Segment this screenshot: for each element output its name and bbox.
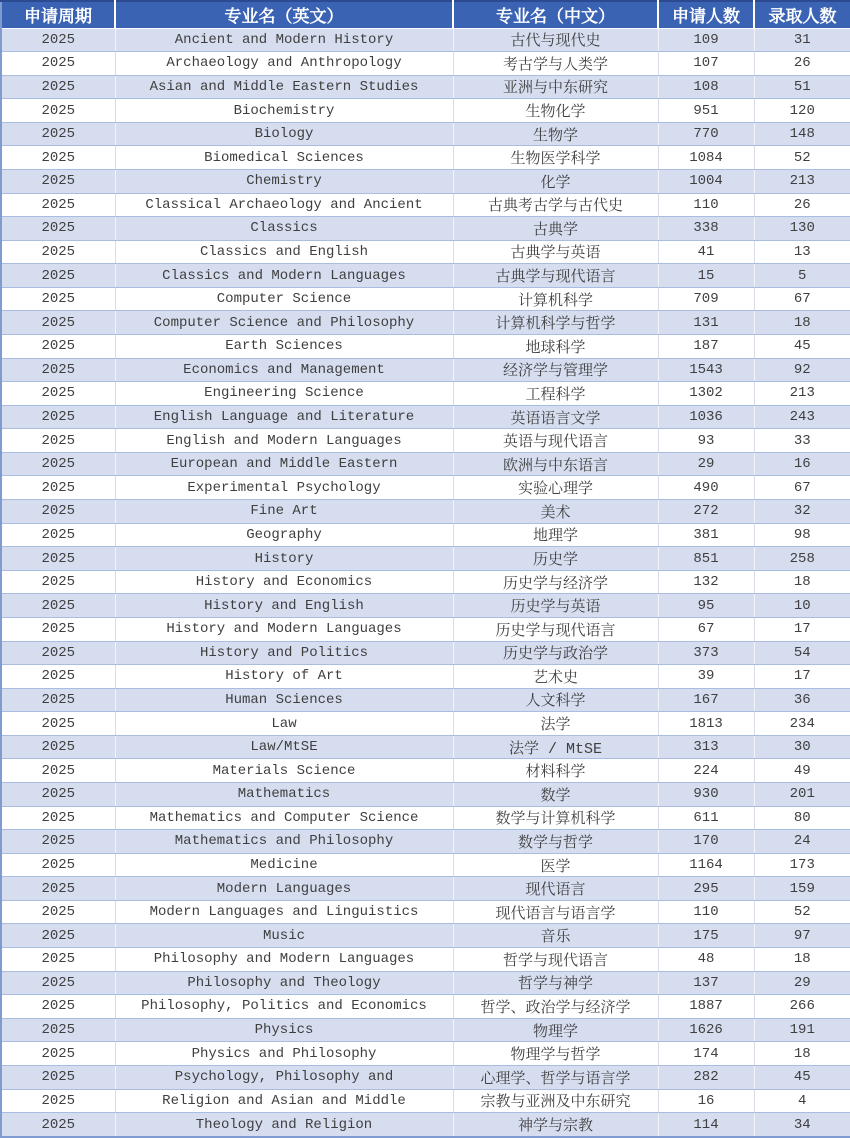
table-row [1, 523, 850, 547]
cell-applicants: 16 [658, 1089, 754, 1113]
cell-admitted: 34 [754, 1113, 850, 1137]
cell-major_zh: 生物医学科学 [453, 146, 658, 170]
table-header [1, 1, 850, 28]
cell-cycle: 2025 [1, 28, 115, 52]
cell-major_zh: 生物化学 [453, 99, 658, 123]
cell-admitted: 266 [754, 995, 850, 1019]
cell-major_zh: 地理学 [453, 523, 658, 547]
cell-admitted: 97 [754, 924, 850, 948]
cell-admitted: 4 [754, 1089, 850, 1113]
table-body [1, 28, 850, 1137]
cell-major_zh: 数学与计算机科学 [453, 806, 658, 830]
cell-cycle: 2025 [1, 877, 115, 901]
table-row [1, 75, 850, 99]
cell-major_en: Medicine [115, 853, 453, 877]
cell-major_zh: 古代与现代史 [453, 28, 658, 52]
cell-major_zh: 英语与现代语言 [453, 429, 658, 453]
table-row [1, 1042, 850, 1066]
cell-major_en: Asian and Middle Eastern Studies [115, 75, 453, 99]
cell-cycle: 2025 [1, 1065, 115, 1089]
cell-admitted: 33 [754, 429, 850, 453]
cell-cycle: 2025 [1, 712, 115, 736]
cell-admitted: 18 [754, 1042, 850, 1066]
cell-major_zh: 法学 / MtSE [453, 735, 658, 759]
cell-cycle: 2025 [1, 146, 115, 170]
cell-cycle: 2025 [1, 405, 115, 429]
cell-cycle: 2025 [1, 665, 115, 689]
cell-admitted: 45 [754, 1065, 850, 1089]
cell-applicants: 110 [658, 900, 754, 924]
cell-applicants: 108 [658, 75, 754, 99]
table-row [1, 1113, 850, 1137]
cell-major_en: History [115, 547, 453, 571]
cell-major_en: Philosophy, Politics and Economics [115, 995, 453, 1019]
cell-admitted: 36 [754, 688, 850, 712]
cell-major_zh: 历史学 [453, 547, 658, 571]
cell-major_zh: 人文科学 [453, 688, 658, 712]
table-row [1, 783, 850, 807]
cell-major_zh: 地球科学 [453, 335, 658, 359]
cell-cycle: 2025 [1, 193, 115, 217]
cell-cycle: 2025 [1, 853, 115, 877]
cell-applicants: 167 [658, 688, 754, 712]
cell-applicants: 107 [658, 52, 754, 76]
cell-applicants: 15 [658, 264, 754, 288]
cell-cycle: 2025 [1, 1042, 115, 1066]
cell-applicants: 170 [658, 830, 754, 854]
cell-major_en: Biomedical Sciences [115, 146, 453, 170]
cell-major_en: Mathematics and Computer Science [115, 806, 453, 830]
cell-admitted: 159 [754, 877, 850, 901]
cell-major_en: Physics [115, 1018, 453, 1042]
cell-major_zh: 历史学与经济学 [453, 570, 658, 594]
cell-major_zh: 物理学与哲学 [453, 1042, 658, 1066]
table-row [1, 665, 850, 689]
cell-cycle: 2025 [1, 169, 115, 193]
cell-major_zh: 宗教与亚洲及中东研究 [453, 1089, 658, 1113]
cell-major_zh: 古典考古学与古代史 [453, 193, 658, 217]
table-row [1, 759, 850, 783]
cell-admitted: 18 [754, 948, 850, 972]
table-row [1, 122, 850, 146]
cell-cycle: 2025 [1, 523, 115, 547]
cell-major_zh: 数学 [453, 783, 658, 807]
cell-major_zh: 古典学与英语 [453, 240, 658, 264]
cell-major_en: Computer Science and Philosophy [115, 311, 453, 335]
cell-major_en: Experimental Psychology [115, 476, 453, 500]
cell-cycle: 2025 [1, 52, 115, 76]
cell-major_en: Materials Science [115, 759, 453, 783]
cell-major_en: Psychology, Philosophy and [115, 1065, 453, 1089]
cell-admitted: 5 [754, 264, 850, 288]
cell-admitted: 18 [754, 311, 850, 335]
cell-applicants: 1084 [658, 146, 754, 170]
cell-admitted: 213 [754, 382, 850, 406]
cell-major_en: Engineering Science [115, 382, 453, 406]
cell-applicants: 295 [658, 877, 754, 901]
cell-major_zh: 历史学与英语 [453, 594, 658, 618]
cell-cycle: 2025 [1, 688, 115, 712]
cell-cycle: 2025 [1, 335, 115, 359]
cell-admitted: 148 [754, 122, 850, 146]
cell-cycle: 2025 [1, 806, 115, 830]
table-row [1, 311, 850, 335]
cell-applicants: 1004 [658, 169, 754, 193]
cell-major_zh: 物理学 [453, 1018, 658, 1042]
cell-major_en: Law/MtSE [115, 735, 453, 759]
cell-major_zh: 数学与哲学 [453, 830, 658, 854]
table-row [1, 335, 850, 359]
cell-cycle: 2025 [1, 948, 115, 972]
cell-admitted: 30 [754, 735, 850, 759]
cell-applicants: 1036 [658, 405, 754, 429]
cell-major_en: History of Art [115, 665, 453, 689]
cell-major_zh: 考古学与人类学 [453, 52, 658, 76]
cell-cycle: 2025 [1, 264, 115, 288]
table-row [1, 688, 850, 712]
cell-admitted: 29 [754, 971, 850, 995]
cell-major_zh: 现代语言 [453, 877, 658, 901]
cell-cycle: 2025 [1, 830, 115, 854]
cell-admitted: 52 [754, 900, 850, 924]
cell-major_en: English and Modern Languages [115, 429, 453, 453]
cell-cycle: 2025 [1, 429, 115, 453]
cell-major_en: English Language and Literature [115, 405, 453, 429]
table-row [1, 382, 850, 406]
cell-major_en: European and Middle Eastern [115, 452, 453, 476]
table-row [1, 287, 850, 311]
column-header-applicants: 申请人数 [658, 1, 754, 28]
cell-admitted: 31 [754, 28, 850, 52]
table-row [1, 28, 850, 52]
table-row [1, 1018, 850, 1042]
cell-major_en: Philosophy and Theology [115, 971, 453, 995]
cell-applicants: 39 [658, 665, 754, 689]
table-row [1, 806, 850, 830]
table-row [1, 169, 850, 193]
cell-cycle: 2025 [1, 924, 115, 948]
cell-cycle: 2025 [1, 382, 115, 406]
cell-admitted: 234 [754, 712, 850, 736]
cell-major_zh: 音乐 [453, 924, 658, 948]
column-header-cycle: 申请周期 [1, 1, 115, 28]
cell-applicants: 1813 [658, 712, 754, 736]
cell-cycle: 2025 [1, 617, 115, 641]
cell-admitted: 52 [754, 146, 850, 170]
cell-cycle: 2025 [1, 1113, 115, 1137]
cell-major_zh: 经济学与管理学 [453, 358, 658, 382]
cell-major_en: Geography [115, 523, 453, 547]
cell-major_zh: 古典学与现代语言 [453, 264, 658, 288]
cell-cycle: 2025 [1, 1018, 115, 1042]
cell-applicants: 29 [658, 452, 754, 476]
table-row [1, 476, 850, 500]
cell-applicants: 1626 [658, 1018, 754, 1042]
cell-admitted: 26 [754, 52, 850, 76]
table-row [1, 405, 850, 429]
cell-cycle: 2025 [1, 122, 115, 146]
cell-major_en: Classics and English [115, 240, 453, 264]
cell-applicants: 175 [658, 924, 754, 948]
cell-major_en: Classical Archaeology and Ancient [115, 193, 453, 217]
table-row [1, 830, 850, 854]
cell-admitted: 92 [754, 358, 850, 382]
cell-admitted: 201 [754, 783, 850, 807]
cell-admitted: 51 [754, 75, 850, 99]
cell-cycle: 2025 [1, 995, 115, 1019]
cell-major_zh: 现代语言与语言学 [453, 900, 658, 924]
table-row [1, 429, 850, 453]
cell-major_en: Biochemistry [115, 99, 453, 123]
cell-major_zh: 美术 [453, 500, 658, 524]
cell-admitted: 13 [754, 240, 850, 264]
table-row [1, 146, 850, 170]
cell-major_zh: 欧洲与中东语言 [453, 452, 658, 476]
cell-applicants: 132 [658, 570, 754, 594]
cell-admitted: 49 [754, 759, 850, 783]
table-row [1, 948, 850, 972]
cell-major_en: Modern Languages and Linguistics [115, 900, 453, 924]
cell-major_en: Human Sciences [115, 688, 453, 712]
cell-admitted: 243 [754, 405, 850, 429]
table-row [1, 594, 850, 618]
cell-applicants: 313 [658, 735, 754, 759]
cell-major_zh: 古典学 [453, 217, 658, 241]
cell-applicants: 951 [658, 99, 754, 123]
cell-applicants: 272 [658, 500, 754, 524]
table-row [1, 995, 850, 1019]
cell-admitted: 54 [754, 641, 850, 665]
cell-admitted: 17 [754, 665, 850, 689]
table-row [1, 924, 850, 948]
cell-cycle: 2025 [1, 971, 115, 995]
cell-cycle: 2025 [1, 311, 115, 335]
table-row [1, 240, 850, 264]
table-row [1, 99, 850, 123]
cell-major_en: History and Modern Languages [115, 617, 453, 641]
cell-admitted: 45 [754, 335, 850, 359]
cell-applicants: 373 [658, 641, 754, 665]
cell-cycle: 2025 [1, 900, 115, 924]
cell-applicants: 48 [658, 948, 754, 972]
cell-major_en: Religion and Asian and Middle [115, 1089, 453, 1113]
cell-admitted: 16 [754, 452, 850, 476]
cell-admitted: 191 [754, 1018, 850, 1042]
table-row [1, 193, 850, 217]
cell-major_zh: 心理学、哲学与语言学 [453, 1065, 658, 1089]
cell-cycle: 2025 [1, 452, 115, 476]
table-row [1, 617, 850, 641]
table-row [1, 853, 850, 877]
cell-major_zh: 历史学与政治学 [453, 641, 658, 665]
cell-applicants: 131 [658, 311, 754, 335]
cell-major_zh: 英语语言文学 [453, 405, 658, 429]
cell-major_en: Computer Science [115, 287, 453, 311]
cell-cycle: 2025 [1, 500, 115, 524]
table-row [1, 358, 850, 382]
cell-admitted: 32 [754, 500, 850, 524]
cell-applicants: 174 [658, 1042, 754, 1066]
cell-applicants: 381 [658, 523, 754, 547]
cell-applicants: 224 [658, 759, 754, 783]
cell-admitted: 67 [754, 287, 850, 311]
table-row [1, 452, 850, 476]
cell-applicants: 770 [658, 122, 754, 146]
table-row [1, 52, 850, 76]
cell-admitted: 120 [754, 99, 850, 123]
cell-cycle: 2025 [1, 75, 115, 99]
cell-cycle: 2025 [1, 99, 115, 123]
cell-major_zh: 生物学 [453, 122, 658, 146]
cell-major_en: Classics and Modern Languages [115, 264, 453, 288]
cell-applicants: 611 [658, 806, 754, 830]
cell-cycle: 2025 [1, 547, 115, 571]
cell-applicants: 114 [658, 1113, 754, 1137]
cell-admitted: 130 [754, 217, 850, 241]
cell-cycle: 2025 [1, 783, 115, 807]
table-row [1, 264, 850, 288]
cell-applicants: 95 [658, 594, 754, 618]
cell-major_en: History and Politics [115, 641, 453, 665]
cell-applicants: 1302 [658, 382, 754, 406]
cell-admitted: 18 [754, 570, 850, 594]
cell-cycle: 2025 [1, 476, 115, 500]
cell-applicants: 1543 [658, 358, 754, 382]
cell-major_zh: 亚洲与中东研究 [453, 75, 658, 99]
cell-cycle: 2025 [1, 1089, 115, 1113]
cell-major_zh: 哲学与现代语言 [453, 948, 658, 972]
cell-cycle: 2025 [1, 641, 115, 665]
cell-major_en: Theology and Religion [115, 1113, 453, 1137]
cell-applicants: 851 [658, 547, 754, 571]
cell-major_en: Mathematics and Philosophy [115, 830, 453, 854]
cell-major_zh: 法学 [453, 712, 658, 736]
cell-admitted: 17 [754, 617, 850, 641]
cell-cycle: 2025 [1, 594, 115, 618]
cell-cycle: 2025 [1, 570, 115, 594]
cell-major_zh: 计算机科学 [453, 287, 658, 311]
cell-major_en: Earth Sciences [115, 335, 453, 359]
cell-major_en: Archaeology and Anthropology [115, 52, 453, 76]
cell-applicants: 110 [658, 193, 754, 217]
cell-major_zh: 实验心理学 [453, 476, 658, 500]
table-row [1, 877, 850, 901]
cell-admitted: 26 [754, 193, 850, 217]
cell-major_zh: 医学 [453, 853, 658, 877]
cell-cycle: 2025 [1, 287, 115, 311]
cell-applicants: 282 [658, 1065, 754, 1089]
table-row [1, 641, 850, 665]
cell-major_en: Law [115, 712, 453, 736]
cell-major_en: Ancient and Modern History [115, 28, 453, 52]
cell-admitted: 173 [754, 853, 850, 877]
cell-applicants: 67 [658, 617, 754, 641]
cell-major_en: Physics and Philosophy [115, 1042, 453, 1066]
header-row [1, 1, 850, 28]
table-row [1, 547, 850, 571]
cell-applicants: 490 [658, 476, 754, 500]
cell-major_zh: 计算机科学与哲学 [453, 311, 658, 335]
cell-applicants: 1164 [658, 853, 754, 877]
cell-applicants: 338 [658, 217, 754, 241]
column-header-major_en: 专业名（英文） [115, 1, 453, 28]
cell-major_en: Modern Languages [115, 877, 453, 901]
cell-cycle: 2025 [1, 358, 115, 382]
cell-major_zh: 化学 [453, 169, 658, 193]
cell-cycle: 2025 [1, 240, 115, 264]
cell-major_en: Biology [115, 122, 453, 146]
cell-major_zh: 艺术史 [453, 665, 658, 689]
table-row [1, 712, 850, 736]
cell-applicants: 41 [658, 240, 754, 264]
table-row [1, 1089, 850, 1113]
column-header-major_zh: 专业名（中文） [453, 1, 658, 28]
cell-major_en: History and Economics [115, 570, 453, 594]
table-row [1, 1065, 850, 1089]
cell-major_zh: 哲学、政治学与经济学 [453, 995, 658, 1019]
cell-cycle: 2025 [1, 759, 115, 783]
cell-admitted: 98 [754, 523, 850, 547]
cell-major_en: History and English [115, 594, 453, 618]
cell-applicants: 137 [658, 971, 754, 995]
cell-major_zh: 历史学与现代语言 [453, 617, 658, 641]
cell-applicants: 930 [658, 783, 754, 807]
cell-major_zh: 工程科学 [453, 382, 658, 406]
cell-major_en: Chemistry [115, 169, 453, 193]
cell-applicants: 109 [658, 28, 754, 52]
cell-major_en: Classics [115, 217, 453, 241]
table-row [1, 570, 850, 594]
table-row [1, 217, 850, 241]
cell-admitted: 24 [754, 830, 850, 854]
cell-cycle: 2025 [1, 217, 115, 241]
cell-applicants: 93 [658, 429, 754, 453]
cell-major_en: Mathematics [115, 783, 453, 807]
cell-major_en: Fine Art [115, 500, 453, 524]
cell-major_zh: 材料科学 [453, 759, 658, 783]
cell-major_en: Philosophy and Modern Languages [115, 948, 453, 972]
cell-admitted: 67 [754, 476, 850, 500]
cell-admitted: 80 [754, 806, 850, 830]
cell-admitted: 213 [754, 169, 850, 193]
cell-major_zh: 神学与宗教 [453, 1113, 658, 1137]
cell-applicants: 187 [658, 335, 754, 359]
column-header-admitted: 录取人数 [754, 1, 850, 28]
table-row [1, 735, 850, 759]
cell-applicants: 1887 [658, 995, 754, 1019]
cell-admitted: 258 [754, 547, 850, 571]
table-row [1, 500, 850, 524]
cell-major_zh: 哲学与神学 [453, 971, 658, 995]
cell-major_en: Music [115, 924, 453, 948]
table-row [1, 900, 850, 924]
cell-cycle: 2025 [1, 735, 115, 759]
table-row [1, 971, 850, 995]
cell-admitted: 10 [754, 594, 850, 618]
cell-applicants: 709 [658, 287, 754, 311]
cell-major_en: Economics and Management [115, 358, 453, 382]
